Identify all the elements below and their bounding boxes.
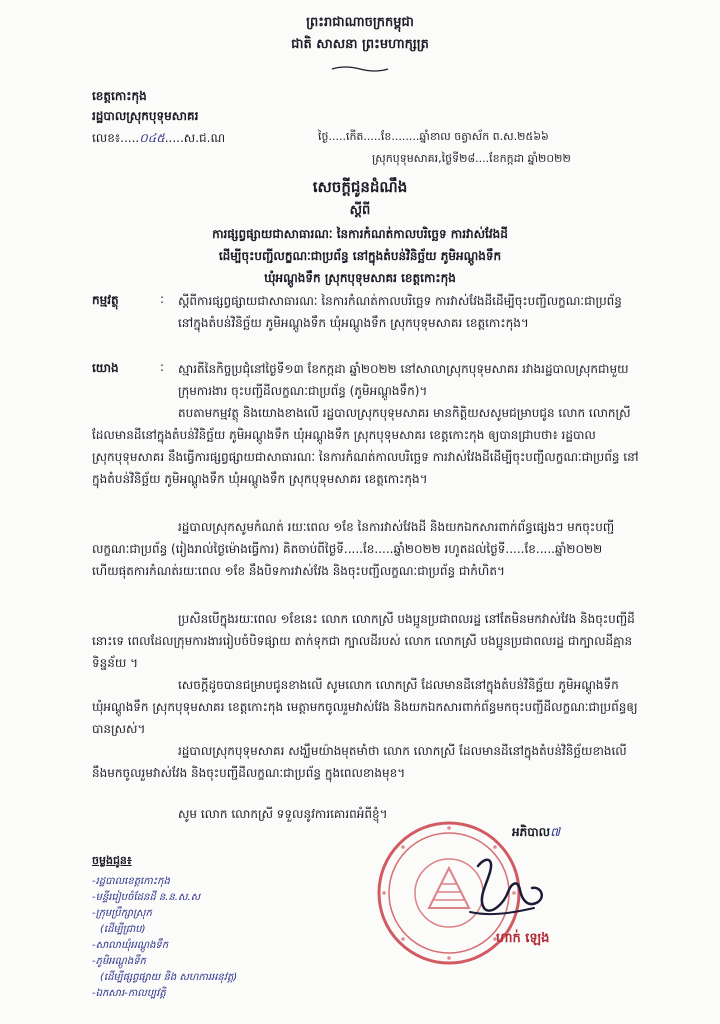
body-paragraph-1: តបតាមកម្មវត្ថុ និងយោងខាងលើ រដ្ឋបាលស្រុកបុទុមសាគរ មានកិត្តិយសសូមជម្រាបជូន លោក លោកស្រី ដែលមានដីនៅក្នុងតំបន់វិនិច្ឆ័យ ភូមិអណ្តូងទឹក ឃុំអណ្តូងទឹក ស្រុកបុទុមសាគរ ខេត្តកោះកុង ឲ្យបានជ្រាបថា៖ រដ្ឋបាលស្រុកបុទុមសាគរ នឹងធ្វើការផ្សព្វផ្សាយជាសាធារណៈ នៃការកំណត់កាលបរិច្ឆេទ ការវាស់វែងដីដើម្បីចុះបញ្ជីលក្ខណៈជាប្រព័ន្ធ នៅក្នុងតំបន់វិនិច្ឆ័យ ភូមិអណ្តូងទឹក ឃុំអណ្តូងទឹក ស្រុកបុទុមសាគរ ខេត្តកោះកុង។ — [92, 406, 639, 486]
sender-office: រដ្ឋបាលស្រុកបុទុមសាគរ — [92, 109, 199, 123]
handwritten-signature — [448, 846, 558, 926]
cc-item: -សាលាឃុំអណ្តូងទឹក — [92, 940, 169, 951]
sender-province: ខេត្តកោះកុង — [92, 89, 147, 103]
cc-item: -ភូមិអណ្តូងទឹក — [92, 956, 146, 967]
cc-item: -ឯកសារ-កាលប្បវត្តិ — [92, 988, 166, 999]
closing-sentence: សូម លោក លោកស្រី ទទួលនូវការគោរពអំពីខ្ញុំ។ — [178, 807, 388, 821]
solar-date: ស្រុកបុទុមសាគរ,ថ្ងៃទី២៨....ខែកក្កដា ឆ្នាំ២០២២ — [372, 152, 571, 165]
signatory-title: អភិបាល៧ — [512, 825, 560, 839]
subject-colon: : — [160, 292, 165, 306]
body-paragraph-3: ប្រសិនបើក្នុងរយៈពេល ១ខែនេះ លោក លោកស្រី បងប្អូនប្រជាពលរដ្ឋ នៅតែមិនមកវាស់វែង និងចុះបញ្ជីដីនោះទេ ពេលដែលក្រុមការងាររៀបចំបិទផ្សាយ តាក់ទុកជា ក្បាលដីរបស់ លោក លោកស្រី បងប្អូនប្រជាពលរដ្ឋ ជាក្បាលដីគ្មានទិន្នន័យ ។ — [92, 612, 635, 670]
cc-item: (ដើម្បីផ្សព្វផ្សាយ និង សហការអនុវត្ត) — [100, 972, 238, 983]
lunar-date: ថ្ងៃ.....កើត.....ខែ........ឆ្នាំខាល ចត្វាស័ក ព.ស.២៥៦៦ — [318, 130, 549, 143]
cc-item: -រដ្ឋបាលខេត្តកោះកុង — [92, 876, 170, 887]
title-line-3: ឃុំអណ្តូងទឹក ស្រុកបុទុមសាគរ ខេត្តកោះកុង — [264, 271, 456, 285]
cc-item: (ដើម្បីជ្រាប) — [100, 924, 146, 935]
body-paragraph-4: សេចក្តីដូចបានជម្រាបជូនខាងលើ សូមលោក លោកស្រី ដែលមានដីនៅក្នុងតំបន់វិនិច្ឆ័យ ភូមិអណ្តូងទឹក ឃុំអណ្តូងទឹក ស្រុកបុទុមសាគរ ខេត្តកោះកុង មេត្តាមកចូលរួមវាស់វែង និងយកឯកសារពាក់ព័ន្ធមកចុះបញ្ជីដីលក្ខណៈជាប្រព័ន្ធឲ្យបានស្រស់។ — [92, 678, 638, 736]
ornament-divider-icon — [330, 65, 390, 73]
title-line-1: ការផ្សព្វផ្សាយជាសាធារណៈ នៃការកំណត់កាលបរិច្ឆេទ ការវាស់វែងដី — [212, 227, 508, 241]
reference-text: ស្មារតីនៃកិច្ចប្រជុំនៅថ្ងៃទី១៣ ខែកក្កដា ឆ្នាំ២០២២ នៅសាលាស្រុកបុទុមសាគរ រវាងរដ្ឋបាលស្រុកជាមួយក្រុមការងារ ចុះបញ្ជីដីលក្ខណៈជាប្រព័ន្ធ (ភូមិអណ្តូងទឹក)។ — [178, 362, 629, 398]
body-paragraph-5: រដ្ឋបាលស្រុកបុទុមសាគរ សង្ឃឹមយ៉ាងមុតមាំថា លោក លោកស្រី ដែលមានដីនៅក្នុងតំបន់វិនិច្ឆ័យខាងលើ នឹងមកចូលរួមវាស់វែង និងចុះបញ្ជីដីលក្ខណៈជាប្រព័ន្ធ ក្នុងពេលខាងមុខ។ — [92, 744, 627, 780]
reference-prefix: លេខ៖ — [92, 131, 121, 145]
document-title: សេចក្តីជូនដំណឹង — [312, 178, 408, 196]
reference-number: លេខ៖.....០៤៥.....ស.ជ.ណ — [92, 131, 226, 145]
reference-label: យោង — [92, 361, 119, 375]
title-about: ស្តីពី — [349, 203, 371, 218]
reference-suffix: ស.ជ.ណ — [183, 131, 226, 145]
subject-text: ស្តីពីការផ្សព្វផ្សាយជាសាធារណៈ នៃការកំណត់កាលបរិច្ឆេទ ការវាស់វែងដីដើម្បីចុះបញ្ជីលក្ខណៈជាប្រព័ន្ធ នៅក្នុងតំបន់វិនិច្ឆ័យ ភូមិអណ្តូងទឹក ឃុំអណ្តូងទឹក ស្រុកបុទុមសាគរ ខេត្តកោះកុង។ — [178, 294, 622, 330]
signature-scribble-icon — [448, 846, 558, 926]
cc-item: -មន្ទីររៀបចំដែនដី ន.ន.ស.ស — [92, 892, 201, 903]
title-line-2: ដើម្បីចុះបញ្ជីលក្ខណៈជាប្រព័ន្ធ នៅក្នុងតំបន់វិនិច្ឆ័យ ភូមិអណ្តូងទឹក — [218, 249, 502, 263]
kingdom-heading: ព្រះរាជាណាចក្រកម្ពុជា — [306, 15, 414, 30]
reference-colon: : — [160, 360, 165, 374]
national-motto: ជាតិ សាសនា ព្រះមហាក្សត្រ — [291, 37, 429, 52]
body-paragraph-2: រដ្ឋបាលស្រុកសូមកំណត់ រយៈពេល ១ខែ នៃការវាស់វែងដី និងយកឯកសារពាក់ព័ន្ធផ្សេងៗ មកចុះបញ្ជីលក្ខណៈជាប្រព័ន្ធ (រៀងរាល់ថ្ងៃម៉ោងធ្វើការ) គិតចាប់ពីថ្ងៃទី.....ខែ.....ឆ្នាំ២០២២ រហូតដល់ថ្ងៃទី.....ខែ.....ឆ្នាំ២០២២ ហើយផុតការកំណត់រយៈពេល ១ខែ នឹងបិទការវាស់វែង និងចុះបញ្ជីលក្ខណៈជាប្រព័ន្ធ ជាកំហិត។ — [92, 520, 615, 578]
signatory-name: ហាក់ ឡេង — [496, 931, 550, 946]
motto-ornament — [330, 58, 390, 66]
cc-heading: ចម្លងជូន៖ — [92, 854, 132, 867]
cc-item: -ក្រុមប្រឹក្សាស្រុក — [92, 908, 152, 919]
reference-handwritten: ០៤៥ — [139, 131, 165, 145]
subject-label: កម្មវត្ថុ — [92, 293, 119, 307]
